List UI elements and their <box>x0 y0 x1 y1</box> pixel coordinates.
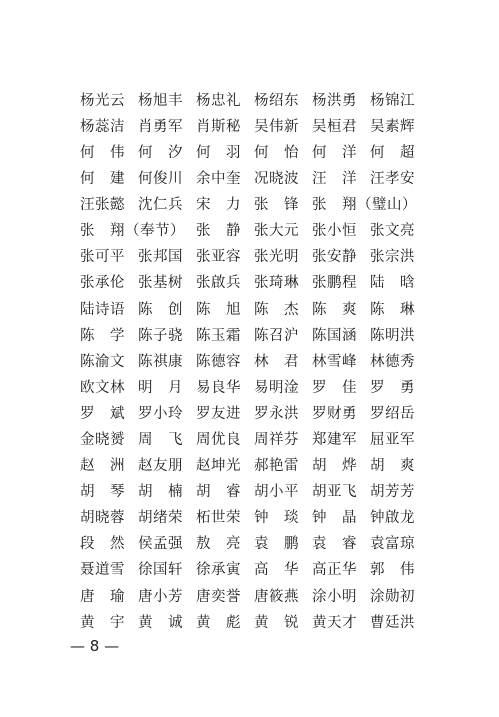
name-row <box>80 166 440 192</box>
name-entry: 陈明洪 <box>370 327 415 344</box>
name-entry: 汪张懿 <box>80 197 125 214</box>
name-entry: 周祥芬 <box>254 432 299 449</box>
name-entry: 陈 旭 <box>196 301 241 318</box>
name-entry: 张小恒 <box>312 223 357 240</box>
name-entry: 赵友朋 <box>138 458 183 475</box>
name-row <box>80 401 440 427</box>
name-entry: 陈 杰 <box>254 301 299 318</box>
name-entry: 段 然 <box>80 536 125 553</box>
name-entry: 罗 佳 <box>312 379 357 396</box>
name-entry: 张 翔（璧山） <box>312 197 417 214</box>
name-entry: 袁 鹏 <box>254 536 299 553</box>
name-entry: 涂勋初 <box>370 588 415 605</box>
name-row <box>80 245 440 271</box>
name-list <box>80 88 440 636</box>
name-entry: 陆诗语 <box>80 301 125 318</box>
name-entry: 张宗洪 <box>370 249 415 266</box>
name-row <box>80 349 440 375</box>
page-number: — 8 — <box>70 637 120 655</box>
name-entry: 张邦国 <box>138 249 183 266</box>
name-entry: 何 怡 <box>254 144 299 161</box>
name-row <box>80 297 440 323</box>
name-entry: 明 月 <box>138 379 183 396</box>
name-entry: 杨忠礼 <box>196 92 241 109</box>
name-entry: 余中奎 <box>196 171 241 188</box>
name-entry: 黄 诚 <box>138 614 183 631</box>
name-entry: 黄天才 <box>312 614 357 631</box>
name-row <box>80 114 440 140</box>
name-entry: 沈仁兵 <box>138 197 183 214</box>
name-entry: 金晓赟 <box>80 432 125 449</box>
name-entry: 陈国涵 <box>312 327 357 344</box>
name-entry: 周 飞 <box>138 432 183 449</box>
name-entry: 高正华 <box>312 562 357 579</box>
name-entry: 罗永洪 <box>254 405 299 422</box>
name-entry: 张文亮 <box>370 223 415 240</box>
name-entry: 胡 楠 <box>138 484 183 501</box>
name-entry: 张光明 <box>254 249 299 266</box>
name-entry: 罗财勇 <box>312 405 357 422</box>
name-entry: 何 羽 <box>196 144 241 161</box>
name-entry: 陈 创 <box>138 301 183 318</box>
name-entry: 侯孟强 <box>138 536 183 553</box>
name-entry: 唐 瑜 <box>80 588 125 605</box>
name-entry: 吴桓君 <box>312 118 357 135</box>
name-entry: 杨旭丰 <box>138 92 183 109</box>
name-entry: 胡晓蓉 <box>80 510 125 527</box>
name-row <box>80 140 440 166</box>
name-entry: 钟 晶 <box>312 510 357 527</box>
name-entry: 黄 锐 <box>254 614 299 631</box>
name-entry: 赵 洲 <box>80 458 125 475</box>
name-row <box>80 218 440 244</box>
name-entry: 屈亚军 <box>370 432 415 449</box>
name-entry: 肖勇军 <box>138 118 183 135</box>
name-row <box>80 271 440 297</box>
name-entry: 张鹏程 <box>312 275 357 292</box>
name-entry: 林 君 <box>254 353 299 370</box>
name-entry: 汪孝安 <box>370 171 415 188</box>
name-row <box>80 584 440 610</box>
name-entry: 宋 力 <box>196 197 241 214</box>
name-row <box>80 610 440 636</box>
name-entry: 胡亚飞 <box>312 484 357 501</box>
name-entry: 杨洪勇 <box>312 92 357 109</box>
name-row <box>80 427 440 453</box>
name-entry: 胡 琴 <box>80 484 125 501</box>
name-entry: 汪 洋 <box>312 171 357 188</box>
name-entry: 张琦琳 <box>254 275 299 292</box>
name-entry: 肖斯秘 <box>196 118 241 135</box>
name-entry: 袁富琼 <box>370 536 415 553</box>
name-row <box>80 375 440 401</box>
name-entry: 罗友进 <box>196 405 241 422</box>
name-entry: 黄 宇 <box>80 614 125 631</box>
name-entry: 涂小明 <box>312 588 357 605</box>
name-entry: 胡绪荣 <box>138 510 183 527</box>
name-entry: 欧文林 <box>80 379 125 396</box>
name-entry: 唐小芳 <box>138 588 183 605</box>
name-entry: 高 华 <box>254 562 299 579</box>
name-row <box>80 88 440 114</box>
name-entry: 张亚容 <box>196 249 241 266</box>
name-entry: 况晓波 <box>254 171 299 188</box>
name-entry: 陈 琳 <box>370 301 415 318</box>
name-entry: 聂道雪 <box>80 562 125 579</box>
name-entry: 何 建 <box>80 171 125 188</box>
name-entry: 何 汐 <box>138 144 183 161</box>
name-entry: 陈子骁 <box>138 327 183 344</box>
name-entry: 张基树 <box>138 275 183 292</box>
name-entry: 张 锋 <box>254 197 299 214</box>
name-entry: 林雪峰 <box>312 353 357 370</box>
name-entry: 罗小玲 <box>138 405 183 422</box>
name-row <box>80 323 440 349</box>
name-entry: 徐承寅 <box>196 562 241 579</box>
name-entry: 钟啟龙 <box>370 510 415 527</box>
name-entry: 唐筱燕 <box>254 588 299 605</box>
name-row <box>80 532 440 558</box>
name-entry: 郑建军 <box>312 432 357 449</box>
name-entry: 胡 爽 <box>370 458 415 475</box>
name-entry: 易明淦 <box>254 379 299 396</box>
name-entry: 袁 睿 <box>312 536 357 553</box>
name-entry: 陆 晗 <box>370 275 415 292</box>
name-entry: 陈召沪 <box>254 327 299 344</box>
name-entry: 曹廷洪 <box>370 614 415 631</box>
name-entry: 柘世荣 <box>196 510 241 527</box>
name-entry: 郝艳雷 <box>254 458 299 475</box>
name-entry: 张承伦 <box>80 275 125 292</box>
name-entry: 赵坤光 <box>196 458 241 475</box>
name-entry: 胡芳芳 <box>370 484 415 501</box>
name-entry: 杨绍东 <box>254 92 299 109</box>
name-entry: 唐奕誉 <box>196 588 241 605</box>
name-entry: 周优良 <box>196 432 241 449</box>
name-entry: 罗 勇 <box>370 379 415 396</box>
name-entry: 胡 烨 <box>312 458 357 475</box>
name-entry: 何 伟 <box>80 144 125 161</box>
name-row <box>80 506 440 532</box>
name-entry: 黄 彪 <box>196 614 241 631</box>
name-entry: 胡小平 <box>254 484 299 501</box>
name-entry: 徐国轩 <box>138 562 183 579</box>
name-entry: 张安静 <box>312 249 357 266</box>
name-row <box>80 453 440 479</box>
name-entry: 陈 爽 <box>312 301 357 318</box>
name-entry: 杨锦江 <box>370 92 415 109</box>
name-entry: 林德秀 <box>370 353 415 370</box>
name-entry: 吴素辉 <box>370 118 415 135</box>
name-entry: 陈德容 <box>196 353 241 370</box>
name-entry: 张大元 <box>254 223 299 240</box>
name-entry: 陈祺康 <box>138 353 183 370</box>
name-entry: 胡 睿 <box>196 484 241 501</box>
name-entry: 陈 学 <box>80 327 125 344</box>
name-entry: 张可平 <box>80 249 125 266</box>
name-entry: 易良华 <box>196 379 241 396</box>
name-entry: 张啟兵 <box>196 275 241 292</box>
name-entry: 钟 琰 <box>254 510 299 527</box>
name-entry: 罗绍岳 <box>370 405 415 422</box>
name-entry: 吴伟新 <box>254 118 299 135</box>
name-entry: 何俊川 <box>138 171 183 188</box>
name-entry: 罗 斌 <box>80 405 125 422</box>
name-entry: 陈渝文 <box>80 353 125 370</box>
name-entry: 何 洋 <box>312 144 357 161</box>
name-row <box>80 558 440 584</box>
name-entry: 陈玉霜 <box>196 327 241 344</box>
name-entry: 郭 伟 <box>370 562 415 579</box>
name-entry: 何 超 <box>370 144 415 161</box>
name-entry: 张 翔（奉节） <box>80 223 185 240</box>
name-entry: 杨光云 <box>80 92 125 109</box>
name-entry: 杨蕊洁 <box>80 118 125 135</box>
name-entry: 敖 亮 <box>196 536 241 553</box>
name-entry: 张 静 <box>196 223 241 240</box>
name-row <box>80 192 440 218</box>
name-row <box>80 479 440 505</box>
